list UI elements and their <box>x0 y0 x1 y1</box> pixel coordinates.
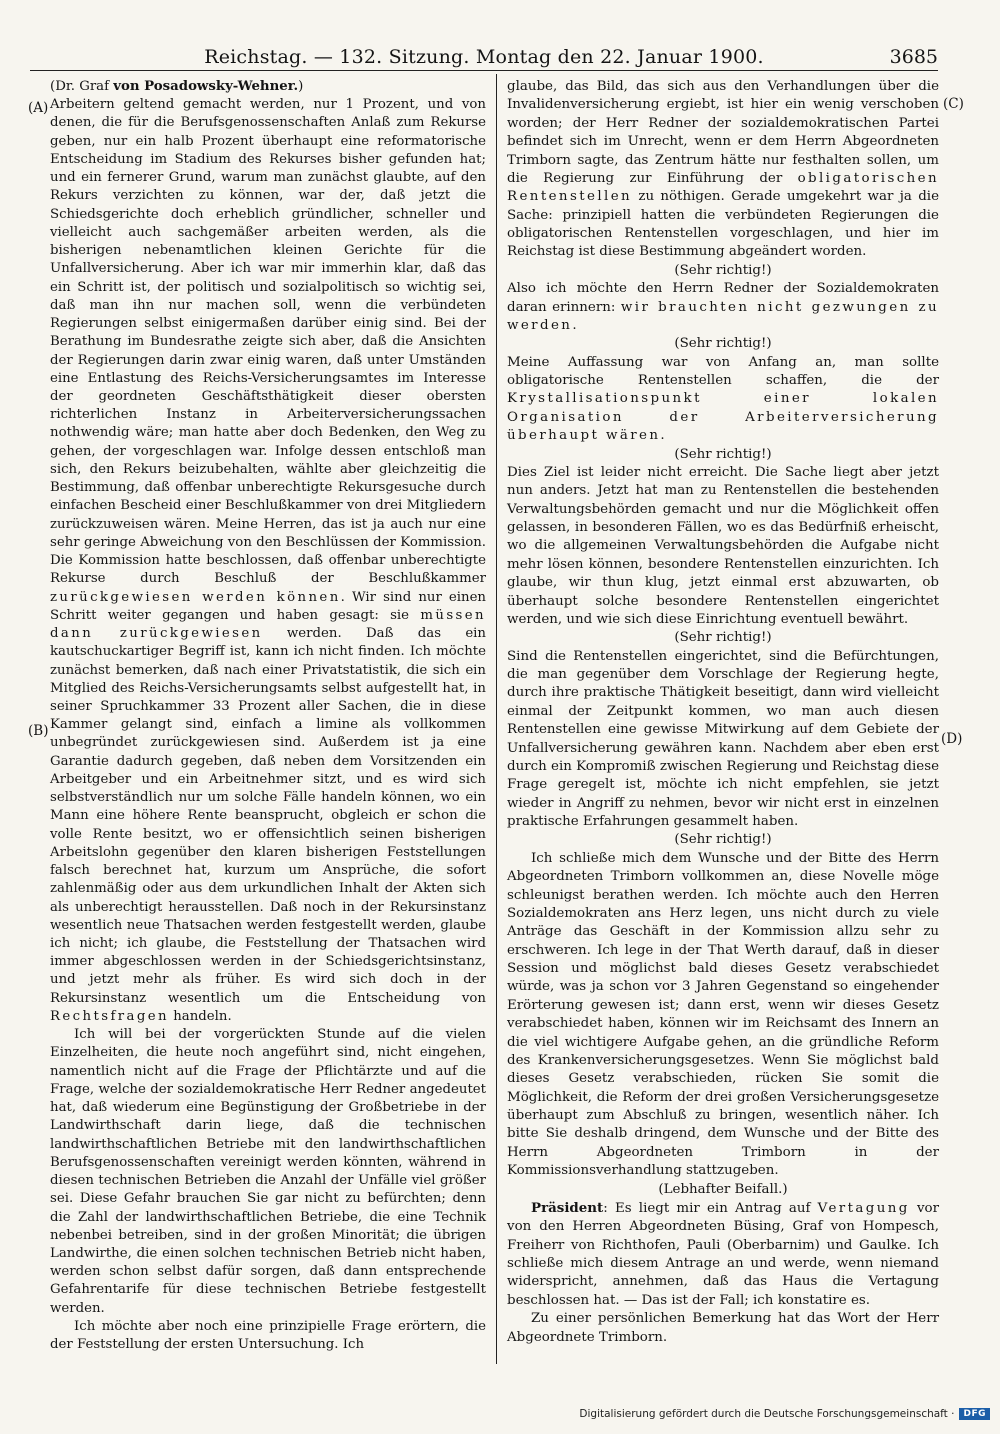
speaker-name: von Posadowsky-Wehner. <box>113 79 299 94</box>
credit-text: Digitalisierung gefördert durch die Deutsche Forschungsgemeinschaft · <box>579 1408 955 1420</box>
speaker-line <box>50 78 486 96</box>
text-run: glaube, das Bild, das sich aus den Verhandlungen über die Invalidenversicherung ergiebt, ist hier ein wenig verschoben worden; der Herr Redner der sozialdemokratischen Partei befindet sich im Unrecht, wenn er dem Herrn Abgeordneten Trimborn sagte, das Zentrum hätte nur festhalten sollen, um die Regierung zur Einführung der <box>507 79 939 186</box>
paragraph: Ich möchte aber noch eine prinzipielle Frage erörtern, die der Feststellung der ersten Untersuchung. Ich <box>50 1318 486 1353</box>
interjection: (Sehr richtig!) <box>674 630 772 646</box>
paragraph: Sind die Rentenstellen eingerichtet, sind die Befürchtungen, die man gegenüber dem Vorschlage der Regierung hegte, durch ihre praktische Thätigkeit beseitigt, dann wird vielleicht einmal der Zeitpunkt kommen, wo man auch diesen Rentenstellen eine gewisse Mitwirkung auf dem Gebiete der Unfallversicherung gewähren kann. Nachdem aber eben erst durch ein Kompromiß zwischen Regierung und Reichstag diese Frage geregelt ist, möchte ich nicht empfehlen, sie jetzt wieder in Angriff zu nehmen, bevor wir nicht erst in einzelnen praktische Erfahrungen gesammelt haben. <box>507 648 939 829</box>
text-run: Es liegt mir ein Antrag auf <box>614 1200 818 1216</box>
text-run: . <box>660 428 665 444</box>
margin-mark-a: (A) <box>28 100 49 116</box>
paragraph <box>50 96 486 1026</box>
running-title: Reichstag. — 132. Sitzung. Montag den 22. Januar 1900. <box>204 46 764 68</box>
paragraph <box>507 354 939 446</box>
emphasis-run: obligatorischen Rentenstellen <box>507 170 939 205</box>
interjection: (Sehr richtig!) <box>674 832 772 848</box>
text-run: Also ich möchte den Herrn Redner der Sozialdemokraten daran erinnern: <box>507 281 939 315</box>
president-label: Präsident <box>531 1199 604 1216</box>
text-run: Arbeitern geltend gemacht werden, nur 1 Prozent, und von denen, die für die Berufsgenossenschaften Anlaß zum Rekurse geben, nur ein halb Prozent überhaupt eine reformatorische Entscheidung im Stadium des Rekurses bisher gefunden hat; und ein fernerer Grund, warum man zunächst glaubte, auf den Rekurs verzichten zu können, war der, daß jetzt die Schiedsgerichte doch erheblich gründlicher, schneller und vielleicht auch sachgemäßer arbeiten werden, als die bisherigen nebenamtlichen kleinen Gerichte für die Unfallversicherung. Aber ich war mir immerhin klar, daß das ein Schritt ist, der politisch und sozialpolitisch so wichtig sei, daß man ihn nur machen soll, wenn die verbündeten Regierungen selbst einigermaßen darüber einig sind. Bei der Berathung im Bundesrathe zeigte sich aber, daß die Ansichten der Regierungen darin zwar einig waren, daß unter Umständen eine Entlastung des Reichs-Versicherungsamtes im Interesse der geordneten Geschäftsthätigkeit dieser obersten richterlichen Instanz in Arbeiterversicherungssachen nothwendig wäre; man hatte aber doch Bedenken, den Weg zu gehen, der vorgeschlagen war. Infolge dessen entschloß man sich, den Rekurs beizubehalten, wählte aber gleichzeitig die Bestimmung, daß offenbar unberechtigte Rekursgesuche durch einfachen Bescheid einer Beschlußkammer von drei Mitgliedern zurückzuweisen wären. Meine Herren, das ist ja auch nur eine sehr geringe Abweichung von den Beschlüssen der Kommission. Die Kommission hatte beschlossen, daß offenbar unberechtigte Rekurse durch Beschluß der Beschlußkammer <box>50 97 486 587</box>
text-run: handeln. <box>169 1008 232 1024</box>
right-column <box>507 78 939 1347</box>
interjection: (Sehr richtig!) <box>674 446 772 462</box>
emphasis-run: Vertagung <box>817 1200 910 1216</box>
margin-mark-d: (D) <box>941 731 963 747</box>
paragraph: Ich schließe mich dem Wunsche und der Bitte des Herrn Abgeordneten Trimborn vollkommen an, diese Novelle möge schleunigst berathen werden. Ich möchte auch den Herren Sozialdemokraten ans Herz legen, uns nicht durch zu viele Anträge das Geschäft in der Kommission allzu sehr zu erschweren. Ich lege in der That Werth darauf, daß in dieser Session und möglichst bald dieses Gesetz verabschiedet würde, was ja schon vor 3 Jahren Gegenstand so eingehender Erörterung gewesen ist; dann erst, wenn wir dieses Gesetz verabschiedet haben, können wir im Reichsamt des Innern an die viel wichtigere Aufgabe gehen, an die gründliche Reform des Krankenversicherungsgesetzes. Wenn Sie möglichst bald dieses Gesetz verabschieden, rücken Sie somit die Möglichkeit, die Reform der drei großen Versicherungsgesetze überhaupt zum Abschluß zu bringen, wesentlich näher. Ich bitte Sie deshalb dringend, dem Wunsche und der Bitte des Herrn Abgeordneten Trimborn in der Kommissionsverhandlung stattzugeben. <box>507 850 939 1179</box>
text-run: werden. Daß das ein kautschuckartiger Begriff ist, kann ich nicht finden. Ich möchte zunächst bemerken, daß nach einer Privatstatistik, die sich ein Mitglied des Reichs-Versicherungsamts selbst aufgestellt hat, in seiner Spruchkammer 33 Prozent aller Sachen, die in diese Kammer gelangt sind, einfach a limine als vollkommen unbegründet zurückgewiesen sind. Außerdem ist ja eine Garantie dadurch gegeben, daß neben dem Vorsitzenden ein Arbeitgeber und ein Arbeitnehmer sitzt, und es wird sich selbstverständlich nur um solche Fälle handeln können, wo ein Mann eine höhere Rente beansprucht, obgleich er schon die volle Rente besitzt, wo er offensichtlich seinen bisherigen Arbeitslohn gegenüber den klaren bisherigen Feststellungen falsch berechnet hat, kurzum um Ansprüche, die sofort zahlenmäßig oder aus dem urkundlichen Inhalt der Akten sich als unberechtigt herausstellen. Daß noch in der Rekursinstanz wesentlich neue Thatsachen werden festgestellt werden, glaube ich nicht; ich glaube, die Feststellung der Thatsachen wird immer abgeschlossen werden in der Schiedsgerichtsinstanz, und jetzt mehr als früher. Es wird sich doch in der Rekursinstanz wesentlich um die Entscheidung von <box>50 626 487 1006</box>
page-number: 3685 <box>889 46 938 68</box>
speaker-suffix: ) <box>298 79 304 94</box>
emphasis-run: müssen dann zurückgewiesen <box>50 607 486 642</box>
emphasis-run: zurückgewiesen werden können <box>50 589 341 605</box>
column-divider <box>496 74 497 1364</box>
text-run: . Wir sind nur einen Schritt weiter gegangen und haben gesagt: sie <box>50 589 486 623</box>
emphasis-run: Krystallisationspunkt einer lokalen Organisation der Arbeiterversicherung überhaupt wären <box>507 391 939 444</box>
interjection: (Sehr richtig!) <box>674 336 772 352</box>
text-run: vor von den Herren Abgeordneten Büsing, Graf von Hompesch, Freiherr von Richthofen, Pauli (Oberbarnim) und Gaulke. Ich schließe mich diesem Antrage an und werde, wenn niemand widerspricht, annehmen, daß das Haus die Vertagung beschlossen hat. — Das ist der Fall; ich konstatire es. <box>507 1200 939 1308</box>
dfg-logo-icon: DFG <box>959 1408 990 1420</box>
running-header <box>30 44 938 70</box>
emphasis-run: Rechtsfragen <box>50 1008 170 1024</box>
paragraph <box>507 78 939 262</box>
paragraph <box>507 280 939 335</box>
emphasis-run: wir brauchten nicht gezwungen zu werden <box>507 299 939 333</box>
paragraph: Zu einer persönlichen Bemerkung hat das Wort der Herr Abgeordnete Trimborn. <box>507 1311 939 1345</box>
digitization-credit <box>579 1408 990 1420</box>
margin-mark-c: (C) <box>943 96 964 112</box>
interjection: (Lebhafter Beifall.) <box>658 1181 788 1197</box>
paragraph: Dies Ziel ist leider nicht erreicht. Die Sache liegt aber jetzt nun anders. Jetzt hat man zu Rentenstellen die bestehenden Verwaltungsbehörden gemacht und nur die Möglichkeit offen gelassen, in besonderen Fällen, wo es das Bedürfniß erheischt, wo die allgemeinen Verwaltungsbehörden die Aufgabe nicht mehr lösen können, besondere Rentenstellen einzurichten. Ich glaube, wir thun klug, jetzt einmal erst abzuwarten, ob überhaupt solche besondere Rentenstellen eingerichtet werden, und wie sich diese Einrichtung eventuell bewährt. <box>507 464 939 627</box>
paragraph <box>507 1199 939 1310</box>
left-column <box>50 78 486 1354</box>
text-run: : <box>603 1200 615 1216</box>
speaker-prefix: (Dr. Graf <box>50 79 114 94</box>
interjection: (Sehr richtig!) <box>674 262 772 278</box>
text-run: zu nöthigen. Gerade umgekehrt war ja die Sache: prinzipiell hatten die verbündeten Regierungen die obligatorischen Rentenstellen vorgeschlagen, und hier im Reichstag ist diese Bestimmung abgeändert worden. <box>507 189 939 260</box>
text-run: Meine Auffassung war von Anfang an, man sollte obligatorische Rentenstellen schaffen, die der <box>507 354 939 388</box>
paragraph: Ich will bei der vorgerückten Stunde auf die vielen Einzelheiten, die heute noch angeführt sind, nicht eingehen, namentlich nicht auf die Frage der Pflichtärzte und auf die Frage, welche der sozialdemokratische Herr Redner angedeutet hat, daß wiederum eine Begünstigung der Großbetriebe in der Landwirthschaft darin liege, daß die technischen landwirthschaftlichen Betriebe mit den landwirthschaftlichen Berufsgenossenschaften vereinigt werden könnten, während in diesen technischen Betrieben die Anzahl der Unfälle viel größer sei. Diese Gefahr brauchen Sie gar nicht zu befürchten; denn die Zahl der landwirthschaftlichen Betriebe, die eine Technik nebenbei betreiben, sind in der großen Minorität; die übrigen Landwirthe, die einen solchen technischen Betrieb nicht haben, werden schon selbst dafür sorgen, daß dann entsprechende Gefahrentarife für diese technischen Betriebe festgestellt werden. <box>50 1027 486 1316</box>
header-rule <box>30 70 938 71</box>
text-run: . <box>572 317 577 333</box>
margin-mark-b: (B) <box>28 723 49 739</box>
